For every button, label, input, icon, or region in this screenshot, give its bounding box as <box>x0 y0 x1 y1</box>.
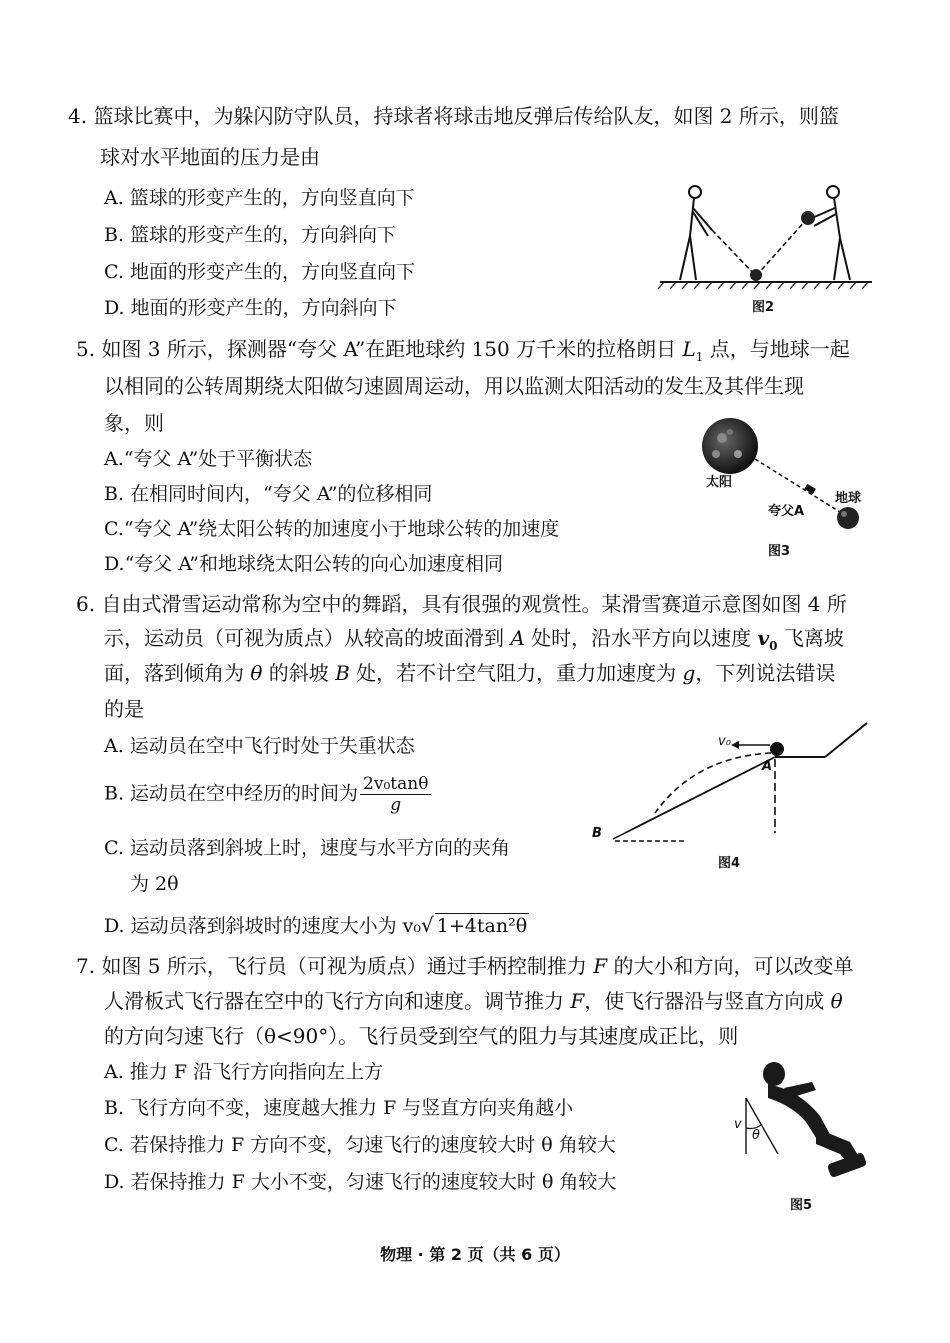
q5-option-b: B. 在相同时间内，“夸父 A”的位移相同 <box>104 483 433 505</box>
q6-option-d-radicand: 1+4tan²θ <box>436 915 528 937</box>
q6-var-v: v <box>757 626 770 650</box>
figure-3-label-earth: 地球 <box>835 491 862 506</box>
q4-number: 4. <box>68 104 88 128</box>
q6-var-b: B <box>335 661 350 685</box>
q6-stem-text2c: 飞离坡 <box>777 626 844 650</box>
q6-stem-text1: 自由式滑雪运动常称为空中的舞蹈，具有很强的观赏性。某滑雪赛道示意图如图 4 所 <box>101 592 847 616</box>
q6-stem-text2a: 示，运动员（可视为质点）从较高的坡面滑到 <box>104 626 511 650</box>
q6-stem-text3c: 处，若不计空气阻力，重力加速度为 <box>349 661 683 685</box>
figure-5-label-theta: θ <box>752 1128 760 1143</box>
q6-stem-line2 <box>104 626 844 658</box>
q5-var-l: L <box>682 337 696 361</box>
figure-5-label-v: v <box>734 1117 742 1132</box>
figure-4-label-v0: v₀ <box>718 734 731 749</box>
q6-var-g: g <box>682 661 696 685</box>
q6-var-v-sub: 0 <box>769 639 778 653</box>
q5-number: 5. <box>76 337 96 361</box>
figure-4-label-a: A <box>762 759 773 774</box>
figure-2-basketball <box>650 178 880 308</box>
figure-2-caption: 图2 <box>752 300 775 315</box>
q7-option-a: A. 推力 F 沿飞行方向指向左上方 <box>104 1061 384 1083</box>
q7-stem-line3: 的方向匀速飞行（θ<90°）。飞行员受到空气的阻力与其速度成正比，则 <box>104 1024 739 1048</box>
q6-option-a: A. 运动员在空中飞行时处于失重状态 <box>104 735 415 757</box>
q6-var-theta: θ <box>250 661 263 685</box>
q5-stem-text1a: 如图 3 所示，探测器“夸父 A”在距地球约 150 万千米的拉格朗日 <box>101 337 683 361</box>
q6-number: 6. <box>76 592 96 616</box>
figure-3-label-probe: 夸父A <box>768 504 805 519</box>
q4-option-c: C. 地面的形变产生的，方向竖直向下 <box>104 261 415 283</box>
q6-stem-text3a: 面，落到倾角为 <box>104 661 251 685</box>
q4-option-d: D. 地面的形变产生的，方向斜向下 <box>104 297 397 319</box>
q7-number: 7. <box>76 954 96 978</box>
q5-option-c: C.“夸父 A”绕太阳公转的加速度小于地球公转的加速度 <box>104 518 560 540</box>
earth-icon <box>837 507 859 529</box>
q4-option-a: A. 篮球的形变产生的，方向竖直向下 <box>104 187 415 209</box>
q7-stem-text1b: 的大小和方向，可以改变单 <box>607 954 854 978</box>
q7-stem-text1a: 如图 5 所示，飞行员（可视为质点）通过手柄控制推力 <box>101 954 594 978</box>
q6-option-c-line1: C. 运动员落到斜坡上时，速度与水平方向的夹角 <box>104 837 510 859</box>
q6-fraction-denominator: g <box>390 795 402 815</box>
flyer-icon <box>763 1062 867 1178</box>
figure-4-label-b: B <box>592 826 602 841</box>
q5-option-a: A.“夸父 A”处于平衡状态 <box>104 448 313 470</box>
q6-stem-text3d: ，下列说法错误 <box>695 661 836 685</box>
q6-fraction-numerator: 2v₀tanθ <box>360 774 431 795</box>
q7-var-theta: θ <box>830 989 843 1013</box>
sun-icon <box>702 418 758 474</box>
q7-stem-text2b: ，使飞行器沿与竖直方向成 <box>584 989 831 1013</box>
q6-stem-line3 <box>104 661 835 685</box>
q6-option-b-fraction <box>360 774 431 815</box>
q7-option-b: B. 飞行方向不变，速度越大推力 F 与竖直方向夹角越小 <box>104 1097 574 1119</box>
q7-stem-line1 <box>76 954 854 978</box>
figure-3-caption: 图3 <box>768 544 791 559</box>
q5-option-d: D.“夸父 A”和地球绕太阳公转的向心加速度相同 <box>104 553 503 575</box>
q6-stem-text3b: 的斜坡 <box>262 661 336 685</box>
q6-option-d: D. 运动员落到斜坡时的速度大小为 v₀√ 1+4tan²θ <box>104 913 528 937</box>
skier-icon <box>770 742 784 756</box>
q6-stem-text2b: 处时，沿水平方向以速度 <box>524 626 758 650</box>
figure-5-caption: 图5 <box>790 1198 813 1213</box>
q7-stem-text2a: 人滑板式飞行器在空中的飞行方向和速度。调节推力 <box>104 989 571 1013</box>
q4-stem-text1: 篮球比赛中，为躲闪防守队员，持球者将球击地反弹后传给队友，如图 2 所示，则篮 <box>93 104 839 128</box>
q5-stem-text1b: 点，与地球一起 <box>703 337 850 361</box>
figure-3-label-sun: 太阳 <box>706 475 733 490</box>
q5-var-l-sub: 1 <box>695 350 704 364</box>
q6-option-d-text: D. 运动员落到斜坡时的速度大小为 v₀ <box>104 915 422 937</box>
figure-4-caption: 图4 <box>718 856 741 871</box>
q5-stem-line3: 象，则 <box>104 411 164 435</box>
q7-stem-line2 <box>104 989 843 1013</box>
q5-stem-line1 <box>76 337 850 369</box>
q6-option-b-text: B. 运动员在空中经历的时间为 <box>104 782 359 805</box>
page-footer: 物理 · 第 2 页（共 6 页） <box>380 1245 570 1264</box>
q4-stem-line2: 球对水平地面的压力是由 <box>100 145 320 169</box>
q7-option-c: C. 若保持推力 F 方向不变，匀速飞行的速度较大时 θ 角较大 <box>104 1134 616 1156</box>
q6-var-a: A <box>510 626 525 650</box>
q4-option-b: B. 篮球的形变产生的，方向斜向下 <box>104 224 397 246</box>
q6-stem-line1 <box>76 592 847 616</box>
q6-option-c-line2: 为 2θ <box>130 873 179 895</box>
q6-stem-line4: 的是 <box>104 697 144 721</box>
figure-5-flyer <box>728 1058 878 1188</box>
q6-option-b <box>104 774 431 815</box>
q4-stem-line1 <box>68 104 839 128</box>
q7-option-d: D. 若保持推力 F 大小不变，匀速飞行的速度较大时 θ 角较大 <box>104 1171 617 1193</box>
q7-var-f: F <box>593 954 608 978</box>
q5-stem-line2: 以相同的公转周期绕太阳做匀速圆周运动，用以监测太阳活动的发生及其伴生现 <box>104 374 804 398</box>
q7-var-f-2: F <box>570 989 585 1013</box>
